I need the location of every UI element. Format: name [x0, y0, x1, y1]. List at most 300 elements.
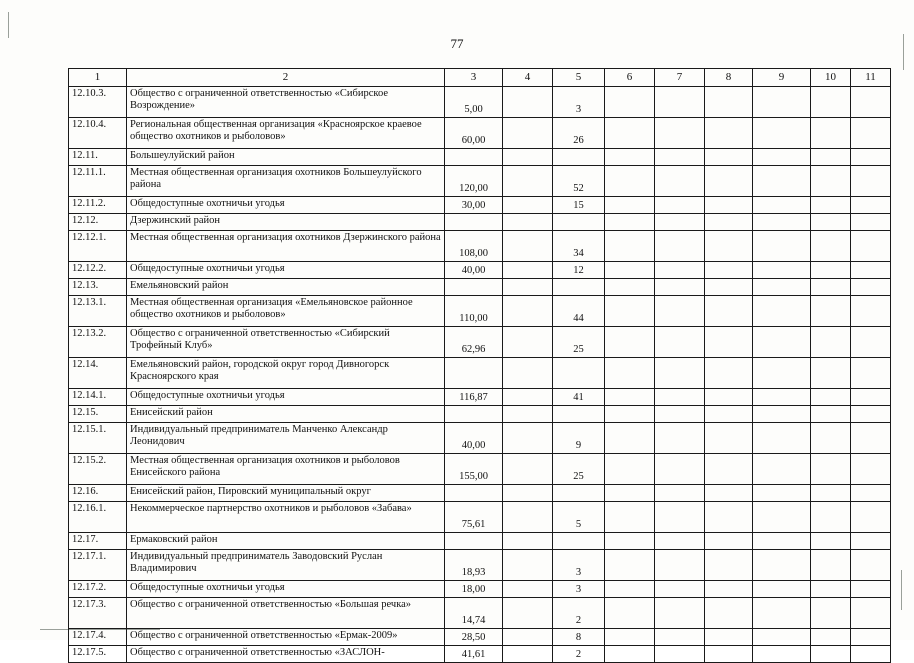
row-col11-cell [851, 389, 891, 406]
row-col7-cell [655, 149, 705, 166]
row-count-cell [553, 406, 605, 423]
row-area-cell [445, 279, 503, 296]
row-col4-cell [503, 581, 553, 598]
column-header-9: 9 [753, 69, 811, 87]
row-area-cell: 40,00 [445, 423, 503, 454]
row-name-cell: Общедоступные охотничьи угодья [127, 262, 445, 279]
row-index-cell: 12.15.2. [69, 454, 127, 485]
row-col4-cell [503, 87, 553, 118]
row-index-cell: 12.13.1. [69, 296, 127, 327]
row-col6-cell [605, 87, 655, 118]
row-count-cell: 26 [553, 118, 605, 149]
row-col7-cell [655, 87, 705, 118]
row-index-cell: 12.17.4. [69, 629, 127, 646]
row-col10-cell [811, 646, 851, 663]
row-index-cell: 12.12.1. [69, 231, 127, 262]
row-name-cell: Общество с ограниченной ответственностью «Сибирское Возрождение» [127, 87, 445, 118]
row-col4-cell [503, 296, 553, 327]
row-area-cell: 60,00 [445, 118, 503, 149]
row-area-cell: 5,00 [445, 87, 503, 118]
row-index-cell: 12.10.4. [69, 118, 127, 149]
row-name-cell: Общедоступные охотничьи угодья [127, 389, 445, 406]
row-name-cell: Енисейский район, Пировский муниципальный округ [127, 485, 445, 502]
row-col9-cell [753, 231, 811, 262]
row-col9-cell [753, 485, 811, 502]
row-col6-cell [605, 197, 655, 214]
row-col9-cell [753, 598, 811, 629]
table-row [69, 197, 891, 214]
row-count-cell: 3 [553, 581, 605, 598]
row-area-cell [445, 358, 503, 389]
row-col9-cell [753, 581, 811, 598]
table-row [69, 149, 891, 166]
row-col10-cell [811, 423, 851, 454]
row-area-cell [445, 214, 503, 231]
row-col6-cell [605, 149, 655, 166]
row-col11-cell [851, 485, 891, 502]
row-col9-cell [753, 327, 811, 358]
row-col11-cell [851, 327, 891, 358]
table-row [69, 262, 891, 279]
row-col9-cell [753, 166, 811, 197]
row-index-cell: 12.11.1. [69, 166, 127, 197]
row-col7-cell [655, 646, 705, 663]
row-col9-cell [753, 533, 811, 550]
row-col8-cell [705, 502, 753, 533]
row-col4-cell [503, 646, 553, 663]
row-col6-cell [605, 502, 655, 533]
row-col11-cell [851, 550, 891, 581]
row-col4-cell [503, 533, 553, 550]
row-col6-cell [605, 166, 655, 197]
row-name-cell: Общество с ограниченной ответственностью «Сибирский Трофейный Клуб» [127, 327, 445, 358]
row-col10-cell [811, 502, 851, 533]
row-name-cell: Дзержинский район [127, 214, 445, 231]
row-col6-cell [605, 231, 655, 262]
row-col10-cell [811, 598, 851, 629]
row-name-cell: Местная общественная организация охотников Дзержинского района [127, 231, 445, 262]
column-header-6: 6 [605, 69, 655, 87]
row-col11-cell [851, 197, 891, 214]
row-col8-cell [705, 629, 753, 646]
row-col10-cell [811, 533, 851, 550]
column-header-10: 10 [811, 69, 851, 87]
row-col8-cell [705, 533, 753, 550]
row-area-cell: 108,00 [445, 231, 503, 262]
table-row [69, 231, 891, 262]
row-col8-cell [705, 550, 753, 581]
row-col6-cell [605, 629, 655, 646]
row-col7-cell [655, 502, 705, 533]
row-col7-cell [655, 550, 705, 581]
row-col8-cell [705, 296, 753, 327]
table-row [69, 629, 891, 646]
row-name-cell: Местная общественная организация «Емельяновское районное общество охотников и рыболовов» [127, 296, 445, 327]
row-index-cell: 12.15. [69, 406, 127, 423]
row-col10-cell [811, 231, 851, 262]
row-col6-cell [605, 389, 655, 406]
table-row [69, 423, 891, 454]
row-col8-cell [705, 327, 753, 358]
row-col8-cell [705, 358, 753, 389]
row-area-cell: 62,96 [445, 327, 503, 358]
row-index-cell: 12.16.1. [69, 502, 127, 533]
table-row [69, 87, 891, 118]
row-col4-cell [503, 262, 553, 279]
row-col10-cell [811, 166, 851, 197]
table-row [69, 389, 891, 406]
row-col8-cell [705, 214, 753, 231]
row-col8-cell [705, 279, 753, 296]
row-col6-cell [605, 533, 655, 550]
row-col10-cell [811, 454, 851, 485]
row-col8-cell [705, 646, 753, 663]
row-col9-cell [753, 118, 811, 149]
row-col11-cell [851, 358, 891, 389]
row-name-cell: Региональная общественная организация «Красноярское краевое общество охотников и рыболовов» [127, 118, 445, 149]
row-count-cell [553, 533, 605, 550]
row-count-cell [553, 279, 605, 296]
row-col10-cell [811, 87, 851, 118]
row-col4-cell [503, 598, 553, 629]
table-row [69, 118, 891, 149]
row-col11-cell [851, 166, 891, 197]
scan-artifact-right-bottom [901, 570, 902, 610]
row-index-cell: 12.12. [69, 214, 127, 231]
table-row [69, 327, 891, 358]
table-row [69, 358, 891, 389]
row-name-cell: Енисейский район [127, 406, 445, 423]
row-name-cell: Общество с ограниченной ответственностью «ЗАСЛОН- [127, 646, 445, 663]
row-col10-cell [811, 149, 851, 166]
row-count-cell [553, 149, 605, 166]
row-col11-cell [851, 598, 891, 629]
table-row [69, 296, 891, 327]
row-col4-cell [503, 231, 553, 262]
row-col11-cell [851, 296, 891, 327]
table-row [69, 646, 891, 663]
column-header-2: 2 [127, 69, 445, 87]
row-col4-cell [503, 166, 553, 197]
row-col7-cell [655, 485, 705, 502]
row-col6-cell [605, 454, 655, 485]
table-row [69, 166, 891, 197]
row-col7-cell [655, 166, 705, 197]
column-header-8: 8 [705, 69, 753, 87]
row-name-cell: Местная общественная организация охотников и рыболовов Енисейского района [127, 454, 445, 485]
row-col6-cell [605, 327, 655, 358]
row-col4-cell [503, 149, 553, 166]
row-col6-cell [605, 550, 655, 581]
row-col8-cell [705, 231, 753, 262]
row-col6-cell [605, 214, 655, 231]
row-index-cell: 12.17.2. [69, 581, 127, 598]
row-col11-cell [851, 533, 891, 550]
row-name-cell: Большеулуйский район [127, 149, 445, 166]
row-col7-cell [655, 423, 705, 454]
row-col9-cell [753, 629, 811, 646]
row-col8-cell [705, 598, 753, 629]
row-col7-cell [655, 358, 705, 389]
row-name-cell: Общество с ограниченной ответственностью «Ермак-2009» [127, 629, 445, 646]
row-name-cell: Емельяновский район, городской округ город Дивногорск Красноярского края [127, 358, 445, 389]
row-col7-cell [655, 581, 705, 598]
row-name-cell: Индивидуальный предприниматель Манченко Александр Леонидович [127, 423, 445, 454]
row-count-cell: 44 [553, 296, 605, 327]
row-col10-cell [811, 358, 851, 389]
row-col6-cell [605, 598, 655, 629]
row-col6-cell [605, 581, 655, 598]
row-area-cell: 30,00 [445, 197, 503, 214]
row-index-cell: 12.15.1. [69, 423, 127, 454]
row-area-cell: 155,00 [445, 454, 503, 485]
row-col11-cell [851, 214, 891, 231]
row-index-cell: 12.10.3. [69, 87, 127, 118]
row-col8-cell [705, 581, 753, 598]
row-col8-cell [705, 389, 753, 406]
row-col10-cell [811, 406, 851, 423]
row-area-cell [445, 485, 503, 502]
row-index-cell: 12.17.5. [69, 646, 127, 663]
row-col7-cell [655, 533, 705, 550]
row-count-cell: 5 [553, 502, 605, 533]
row-col10-cell [811, 118, 851, 149]
page-number: 77 [450, 36, 464, 51]
column-header-5: 5 [553, 69, 605, 87]
row-area-cell: 110,00 [445, 296, 503, 327]
row-col10-cell [811, 581, 851, 598]
row-col11-cell [851, 118, 891, 149]
row-index-cell: 12.13. [69, 279, 127, 296]
table-row [69, 598, 891, 629]
row-col8-cell [705, 454, 753, 485]
row-col6-cell [605, 296, 655, 327]
row-col7-cell [655, 598, 705, 629]
row-col10-cell [811, 296, 851, 327]
row-col6-cell [605, 423, 655, 454]
row-col8-cell [705, 197, 753, 214]
row-count-cell: 8 [553, 629, 605, 646]
row-count-cell: 52 [553, 166, 605, 197]
row-name-cell: Некоммерческое партнерство охотников и рыболовов «Забава» [127, 502, 445, 533]
row-col10-cell [811, 389, 851, 406]
data-table-container [68, 68, 876, 663]
row-area-cell: 120,00 [445, 166, 503, 197]
row-col9-cell [753, 502, 811, 533]
row-count-cell: 25 [553, 327, 605, 358]
row-col7-cell [655, 262, 705, 279]
row-col9-cell [753, 358, 811, 389]
row-index-cell: 12.16. [69, 485, 127, 502]
row-col4-cell [503, 502, 553, 533]
row-col11-cell [851, 87, 891, 118]
row-count-cell: 9 [553, 423, 605, 454]
row-col4-cell [503, 279, 553, 296]
row-col11-cell [851, 262, 891, 279]
row-col9-cell [753, 296, 811, 327]
row-col9-cell [753, 389, 811, 406]
row-area-cell: 14,74 [445, 598, 503, 629]
row-col7-cell [655, 327, 705, 358]
row-col9-cell [753, 646, 811, 663]
row-count-cell: 2 [553, 598, 605, 629]
row-col11-cell [851, 231, 891, 262]
row-col4-cell [503, 454, 553, 485]
row-index-cell: 12.17. [69, 533, 127, 550]
table-row [69, 581, 891, 598]
row-col7-cell [655, 454, 705, 485]
row-col4-cell [503, 629, 553, 646]
row-count-cell: 25 [553, 454, 605, 485]
row-count-cell [553, 358, 605, 389]
row-area-cell [445, 149, 503, 166]
table-body [69, 87, 891, 663]
column-header-7: 7 [655, 69, 705, 87]
row-index-cell: 12.13.2. [69, 327, 127, 358]
row-col7-cell [655, 197, 705, 214]
row-col6-cell [605, 279, 655, 296]
row-col7-cell [655, 214, 705, 231]
row-col11-cell [851, 279, 891, 296]
row-col10-cell [811, 629, 851, 646]
row-col6-cell [605, 358, 655, 389]
table-row [69, 485, 891, 502]
table-row [69, 550, 891, 581]
row-col11-cell [851, 502, 891, 533]
row-col9-cell [753, 406, 811, 423]
row-col7-cell [655, 296, 705, 327]
row-count-cell: 12 [553, 262, 605, 279]
row-name-cell: Общедоступные охотничьи угодья [127, 197, 445, 214]
row-index-cell: 12.17.3. [69, 598, 127, 629]
row-name-cell: Индивидуальный предприниматель Заводовский Руслан Владимирович [127, 550, 445, 581]
data-table [68, 68, 891, 663]
row-col4-cell [503, 550, 553, 581]
row-count-cell: 2 [553, 646, 605, 663]
row-col4-cell [503, 406, 553, 423]
row-col8-cell [705, 149, 753, 166]
table-header-row [69, 69, 891, 87]
row-name-cell: Ермаковский район [127, 533, 445, 550]
table-row [69, 406, 891, 423]
row-count-cell: 41 [553, 389, 605, 406]
row-name-cell: Местная общественная организация охотников Большеулуйского района [127, 166, 445, 197]
row-index-cell: 12.12.2. [69, 262, 127, 279]
row-col9-cell [753, 454, 811, 485]
row-area-cell: 116,87 [445, 389, 503, 406]
row-col6-cell [605, 646, 655, 663]
row-col10-cell [811, 550, 851, 581]
column-header-3: 3 [445, 69, 503, 87]
row-col4-cell [503, 197, 553, 214]
row-col7-cell [655, 629, 705, 646]
row-index-cell: 12.17.1. [69, 550, 127, 581]
row-col8-cell [705, 423, 753, 454]
column-header-4: 4 [503, 69, 553, 87]
row-col11-cell [851, 454, 891, 485]
row-area-cell: 18,93 [445, 550, 503, 581]
row-col11-cell [851, 581, 891, 598]
row-area-cell: 75,61 [445, 502, 503, 533]
row-count-cell [553, 485, 605, 502]
column-header-1: 1 [69, 69, 127, 87]
row-col4-cell [503, 423, 553, 454]
table-row [69, 279, 891, 296]
table-row [69, 533, 891, 550]
row-col4-cell [503, 214, 553, 231]
row-col6-cell [605, 485, 655, 502]
row-count-cell [553, 214, 605, 231]
row-col4-cell [503, 327, 553, 358]
row-col10-cell [811, 262, 851, 279]
row-col10-cell [811, 279, 851, 296]
column-header-11: 11 [851, 69, 891, 87]
row-col7-cell [655, 406, 705, 423]
row-col7-cell [655, 118, 705, 149]
row-col6-cell [605, 118, 655, 149]
row-area-cell [445, 533, 503, 550]
row-col9-cell [753, 550, 811, 581]
row-area-cell: 28,50 [445, 629, 503, 646]
row-index-cell: 12.14.1. [69, 389, 127, 406]
row-col10-cell [811, 197, 851, 214]
row-col9-cell [753, 87, 811, 118]
row-col4-cell [503, 389, 553, 406]
row-col6-cell [605, 262, 655, 279]
row-name-cell: Емельяновский район [127, 279, 445, 296]
row-count-cell: 3 [553, 87, 605, 118]
row-index-cell: 12.11. [69, 149, 127, 166]
row-col9-cell [753, 214, 811, 231]
row-col4-cell [503, 485, 553, 502]
row-col8-cell [705, 87, 753, 118]
row-index-cell: 12.11.2. [69, 197, 127, 214]
row-col9-cell [753, 423, 811, 454]
row-col4-cell [503, 358, 553, 389]
row-col10-cell [811, 485, 851, 502]
row-col7-cell [655, 389, 705, 406]
row-col8-cell [705, 262, 753, 279]
row-col8-cell [705, 118, 753, 149]
row-col8-cell [705, 166, 753, 197]
row-col8-cell [705, 406, 753, 423]
row-col11-cell [851, 629, 891, 646]
row-count-cell: 3 [553, 550, 605, 581]
row-col7-cell [655, 231, 705, 262]
row-col9-cell [753, 197, 811, 214]
row-col11-cell [851, 423, 891, 454]
row-area-cell [445, 406, 503, 423]
row-col9-cell [753, 149, 811, 166]
row-count-cell: 15 [553, 197, 605, 214]
row-col8-cell [705, 485, 753, 502]
row-col11-cell [851, 406, 891, 423]
row-area-cell: 18,00 [445, 581, 503, 598]
row-col10-cell [811, 327, 851, 358]
row-name-cell: Общедоступные охотничьи угодья [127, 581, 445, 598]
row-count-cell: 34 [553, 231, 605, 262]
row-col7-cell [655, 279, 705, 296]
row-col4-cell [503, 118, 553, 149]
row-col9-cell [753, 262, 811, 279]
row-col11-cell [851, 149, 891, 166]
row-index-cell: 12.14. [69, 358, 127, 389]
row-area-cell: 40,00 [445, 262, 503, 279]
row-name-cell: Общество с ограниченной ответственностью «Большая речка» [127, 598, 445, 629]
row-col11-cell [851, 646, 891, 663]
row-area-cell: 41,61 [445, 646, 503, 663]
scan-artifact-left [8, 12, 9, 38]
